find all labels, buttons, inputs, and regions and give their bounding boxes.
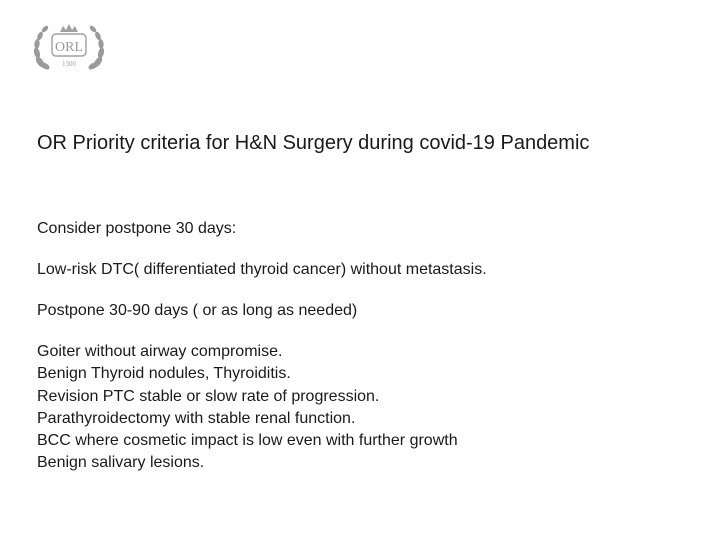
section-1-heading: Consider postpone 30 days: [37, 220, 237, 237]
list-item: BCC where cosmetic impact is low even with further growth [37, 432, 458, 450]
section-1-item: Low-risk DTC( differentiated thyroid cancer) without metastasis. [37, 261, 487, 278]
slide-body [37, 218, 707, 475]
section-2-heading: Postpone 30-90 days ( or as long as needed) [37, 302, 358, 319]
list-item: Parathyroidectomy with stable renal function. [37, 409, 356, 427]
list-item: Benign Thyroid nodules, Thyroiditis. [37, 365, 291, 383]
orl-logo [28, 18, 110, 82]
section-2-list [37, 341, 707, 475]
svg-text:ORL: ORL [55, 40, 83, 55]
list-item: Goiter without airway compromise. [37, 343, 283, 360]
slide-title: OR Priority criteria for H&N Surgery during covid-19 Pandemic [37, 132, 590, 154]
list-item: Benign salivary lesions. [37, 454, 205, 472]
svg-text:1300: 1300 [62, 60, 76, 68]
list-item: Revision PTC stable or slow rate of progression. [37, 387, 380, 405]
